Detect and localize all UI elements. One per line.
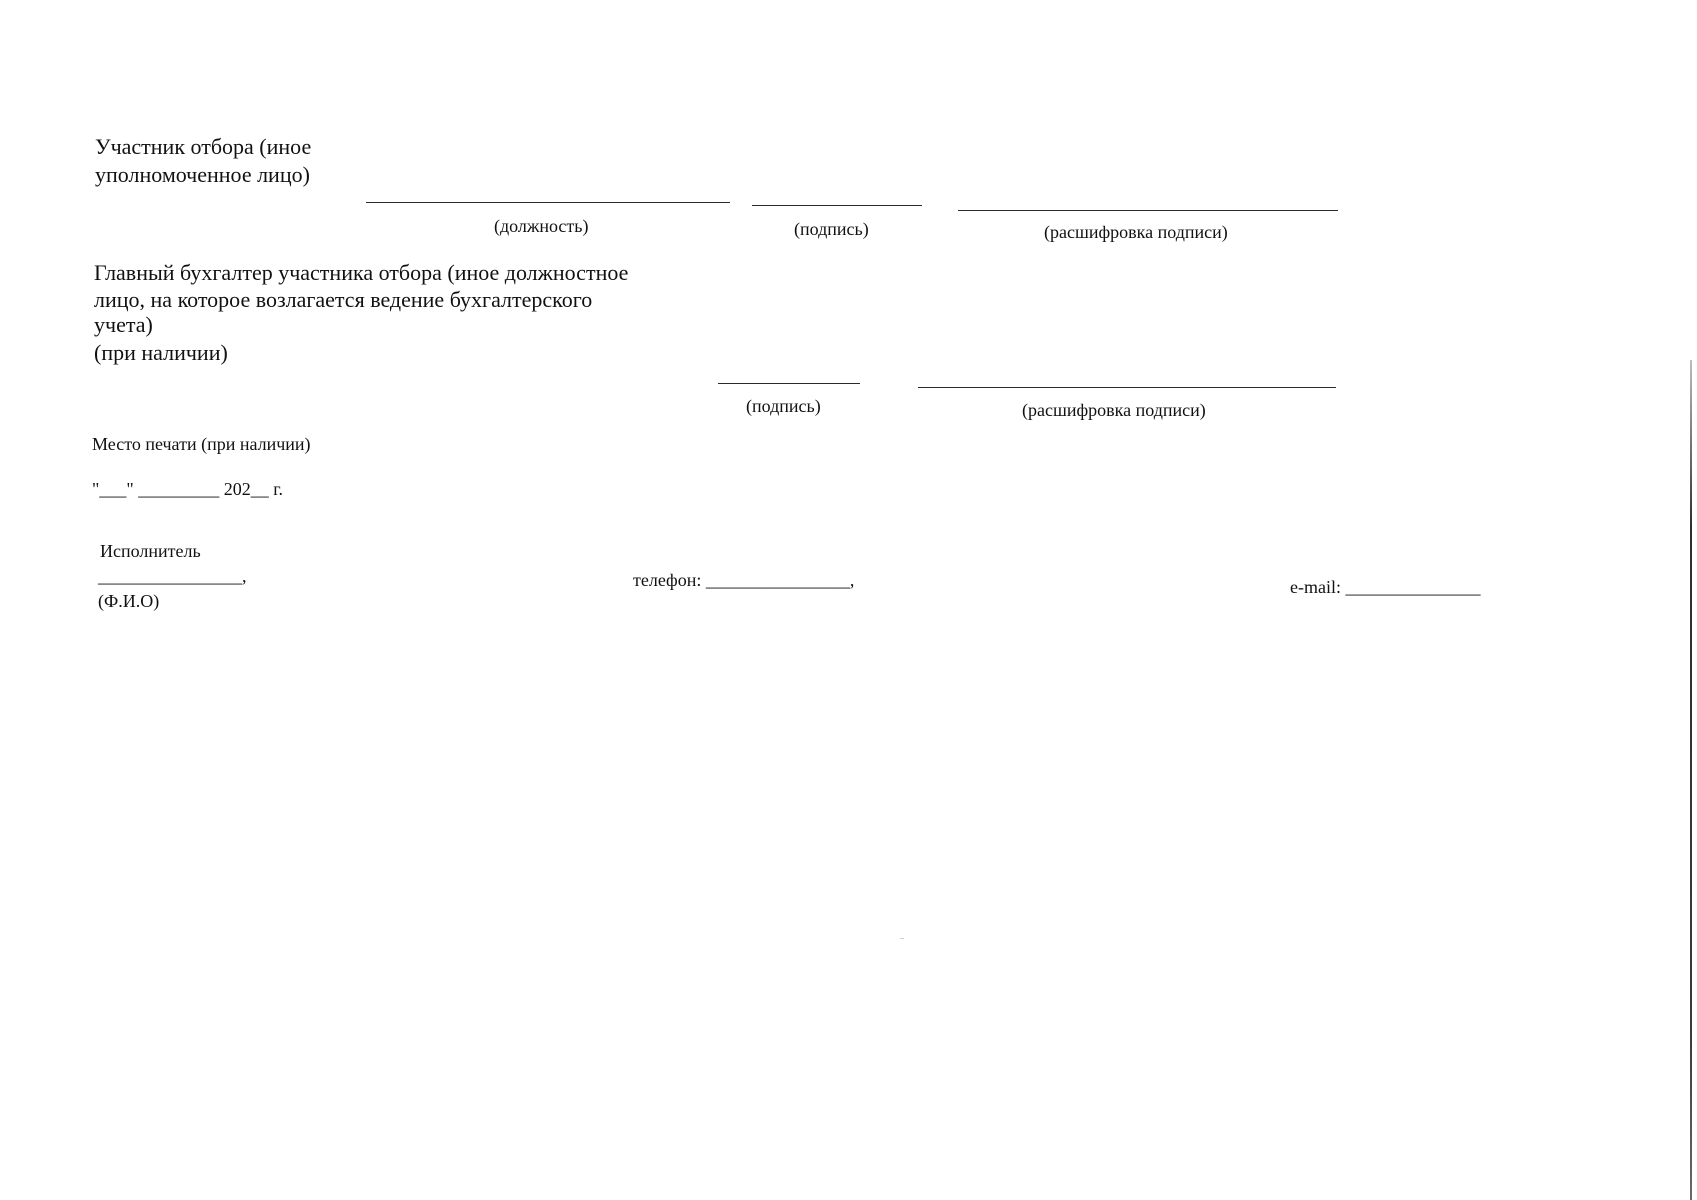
stamp-label: Место печати (при наличии) [92,434,311,454]
scan-edge-line [1690,360,1692,1200]
accountant-title-line3: учета) [94,312,153,337]
caption-accountant-signature: (подпись) [746,396,821,416]
email-label: e-mail: [1290,577,1341,597]
accountant-title-line1: Главный бухгалтер участника отбора (иное должностное [94,260,629,285]
position-line [366,202,730,203]
accountant-signature-line [718,383,860,384]
caption-participant-decoding: (расшифровка подписи) [1044,222,1228,242]
phone-field [633,570,854,590]
executor-name-caption: (Ф.И.О) [98,591,160,611]
accountant-title-line4: (при наличии) [94,340,228,365]
accountant-decoding-line [918,387,1336,388]
participant-decoding-line [958,210,1338,211]
email-field [1290,577,1480,597]
caption-position: (должность) [494,216,589,236]
scan-dust-mark [900,938,904,939]
caption-accountant-decoding: (расшифровка подписи) [1022,400,1206,420]
executor-name-blank: ________________, [98,566,247,586]
phone-label: телефон: [633,570,702,590]
participant-title-line1: Участник отбора (иное [95,134,312,159]
email-blank: _______________ [1345,577,1481,597]
accountant-title-line2: лицо, на которое возлагается ведение бухгалтерского [94,287,593,312]
executor-label: Исполнитель [100,541,201,561]
participant-signature-line [752,205,922,206]
phone-blank: ________________, [705,570,855,590]
caption-participant-signature: (подпись) [794,219,869,239]
date-field: "___" _________ 202__ г. [92,479,284,499]
participant-title-line2: уполномоченное лицо) [95,162,310,187]
